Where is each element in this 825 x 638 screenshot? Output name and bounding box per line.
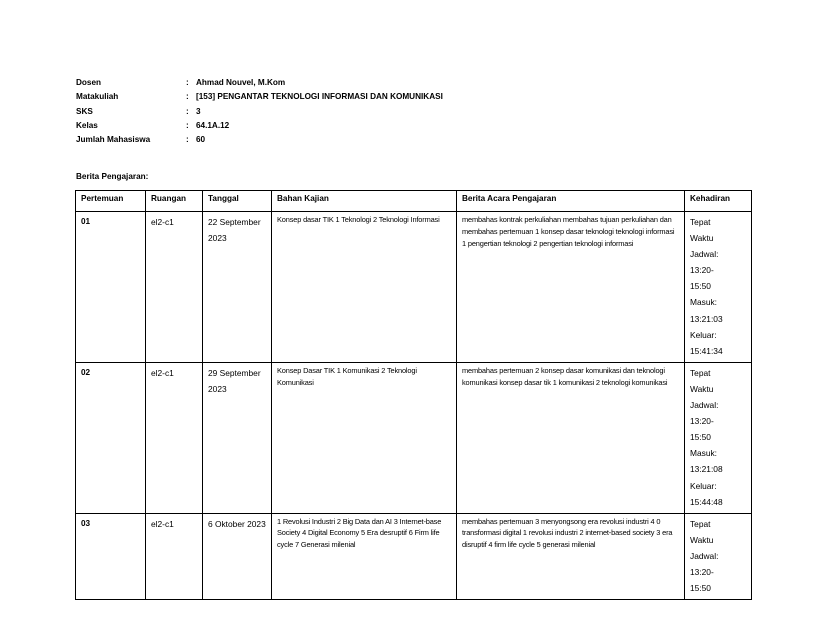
info-label: Dosen [76, 78, 102, 87]
cell-bahan-kajian: 1 Revolusi Industri 2 Big Data dan AI 3 Internet-base Society 4 Digital Economy 5 Era desruptif 6 Firm life cycle 7 Generasi milenial [272, 513, 457, 599]
info-colon: : [186, 135, 189, 145]
attendance-line: Waktu [690, 534, 714, 545]
attendance-line: 15:44:48 [690, 496, 723, 507]
info-row-matakuliah [76, 90, 443, 104]
lecture-info [76, 76, 443, 147]
header-bahan-kajian: Bahan Kajian [272, 191, 457, 212]
cell-tanggal: 29 September 2023 [203, 362, 272, 513]
cell-pertemuan: 03 [76, 513, 146, 599]
info-row-jumlah-mahasiswa [76, 133, 443, 147]
header-ruangan: Ruangan [146, 191, 203, 212]
table-row [76, 513, 752, 599]
attendance-line: 13:20- [690, 265, 714, 276]
cell-ruangan: el2-c1 [146, 362, 203, 513]
table-row [76, 362, 752, 513]
header-tanggal: Tanggal [203, 191, 272, 212]
section-title: Berita Pengajaran: [76, 172, 149, 181]
info-colon: : [186, 120, 189, 130]
attendance-line: 13:20- [690, 416, 714, 427]
attendance-line: Tepat [690, 367, 711, 378]
attendance-line: 13:21:03 [690, 313, 723, 324]
info-colon: : [186, 78, 189, 87]
attendance-line: 13:20- [690, 566, 714, 577]
attendance-line: 15:50 [690, 281, 711, 292]
info-value-matakuliah: [153] PENGANTAR TEKNOLOGI INFORMASI DAN KOMUNIKASI [196, 92, 443, 102]
info-value-dosen: Ahmad Nouvel, M.Kom [196, 78, 286, 87]
attendance-line: 15:50 [690, 432, 711, 443]
attendance-line: 15:41:34 [690, 345, 723, 356]
cell-berita-acara: membahas pertemuan 2 konsep dasar komunikasi dan teknologi komunikasi konsep dasar tik 1 komunikasi 2 teknologi komunikasi [457, 362, 685, 513]
table-row [76, 212, 752, 363]
cell-tanggal: 6 Oktober 2023 [203, 513, 272, 599]
attendance-line: Jadwal: [690, 249, 719, 260]
info-label: Jumlah Mahasiswa [76, 135, 151, 145]
cell-kehadiran [685, 362, 752, 513]
info-label: SKS [76, 106, 93, 116]
info-label: Matakuliah [76, 92, 119, 102]
attendance-line: Masuk: [690, 448, 717, 459]
info-value-kelas: 64.1A.12 [196, 120, 230, 130]
attendance-line: Keluar: [690, 480, 717, 491]
info-colon: : [186, 92, 189, 102]
info-row-kelas [76, 119, 443, 133]
info-value-jumlah-mahasiswa: 60 [196, 135, 206, 145]
attendance-line: 15:50 [690, 583, 711, 594]
attendance-line: Keluar: [690, 329, 717, 340]
attendance-line: Jadwal: [690, 550, 719, 561]
cell-bahan-kajian: Konsep dasar TIK 1 Teknologi 2 Teknologi Informasi [272, 212, 457, 363]
info-value-sks: 3 [196, 106, 201, 116]
attendance-line: Waktu [690, 383, 714, 394]
cell-tanggal: 22 September 2023 [203, 212, 272, 363]
cell-kehadiran [685, 212, 752, 363]
cell-berita-acara: membahas kontrak perkuliahan membahas tujuan perkuliahan dan membahas pertemuan 1 konsep dasar teknologi teknologi informasi 1 pengertian teknologi 2 pengertian teknologi informasi [457, 212, 685, 363]
header-kehadiran: Kehadiran [685, 191, 752, 212]
attendance-line: Tepat [690, 217, 711, 227]
cell-ruangan: el2-c1 [146, 513, 203, 599]
cell-berita-acara: membahas pertemuan 3 menyongsong era revolusi industri 4 0 transformasi digital 1 revolusi industri 2 internet-based society 3 era disruptif 4 firm life cycle 5 generasi milenial [457, 513, 685, 599]
header-berita-acara: Berita Acara Pengajaran [457, 191, 685, 212]
teaching-record-table [75, 190, 752, 600]
header-pertemuan: Pertemuan [76, 191, 146, 212]
attendance-line: 13:21:08 [690, 464, 723, 475]
info-colon: : [186, 106, 189, 116]
attendance-line: Tepat [690, 518, 711, 529]
attendance-line: Masuk: [690, 297, 717, 308]
attendance-line: Jadwal: [690, 400, 719, 411]
info-label: Kelas [76, 120, 98, 130]
cell-kehadiran [685, 513, 752, 599]
info-row-dosen [76, 76, 443, 90]
info-row-sks [76, 105, 443, 119]
table-header-row [76, 191, 752, 212]
cell-pertemuan: 02 [76, 362, 146, 513]
attendance-line: Waktu [690, 233, 714, 244]
cell-ruangan: el2-c1 [146, 212, 203, 363]
cell-bahan-kajian: Konsep Dasar TIK 1 Komunikasi 2 Teknologi Komunikasi [272, 362, 457, 513]
cell-pertemuan: 01 [76, 212, 146, 363]
